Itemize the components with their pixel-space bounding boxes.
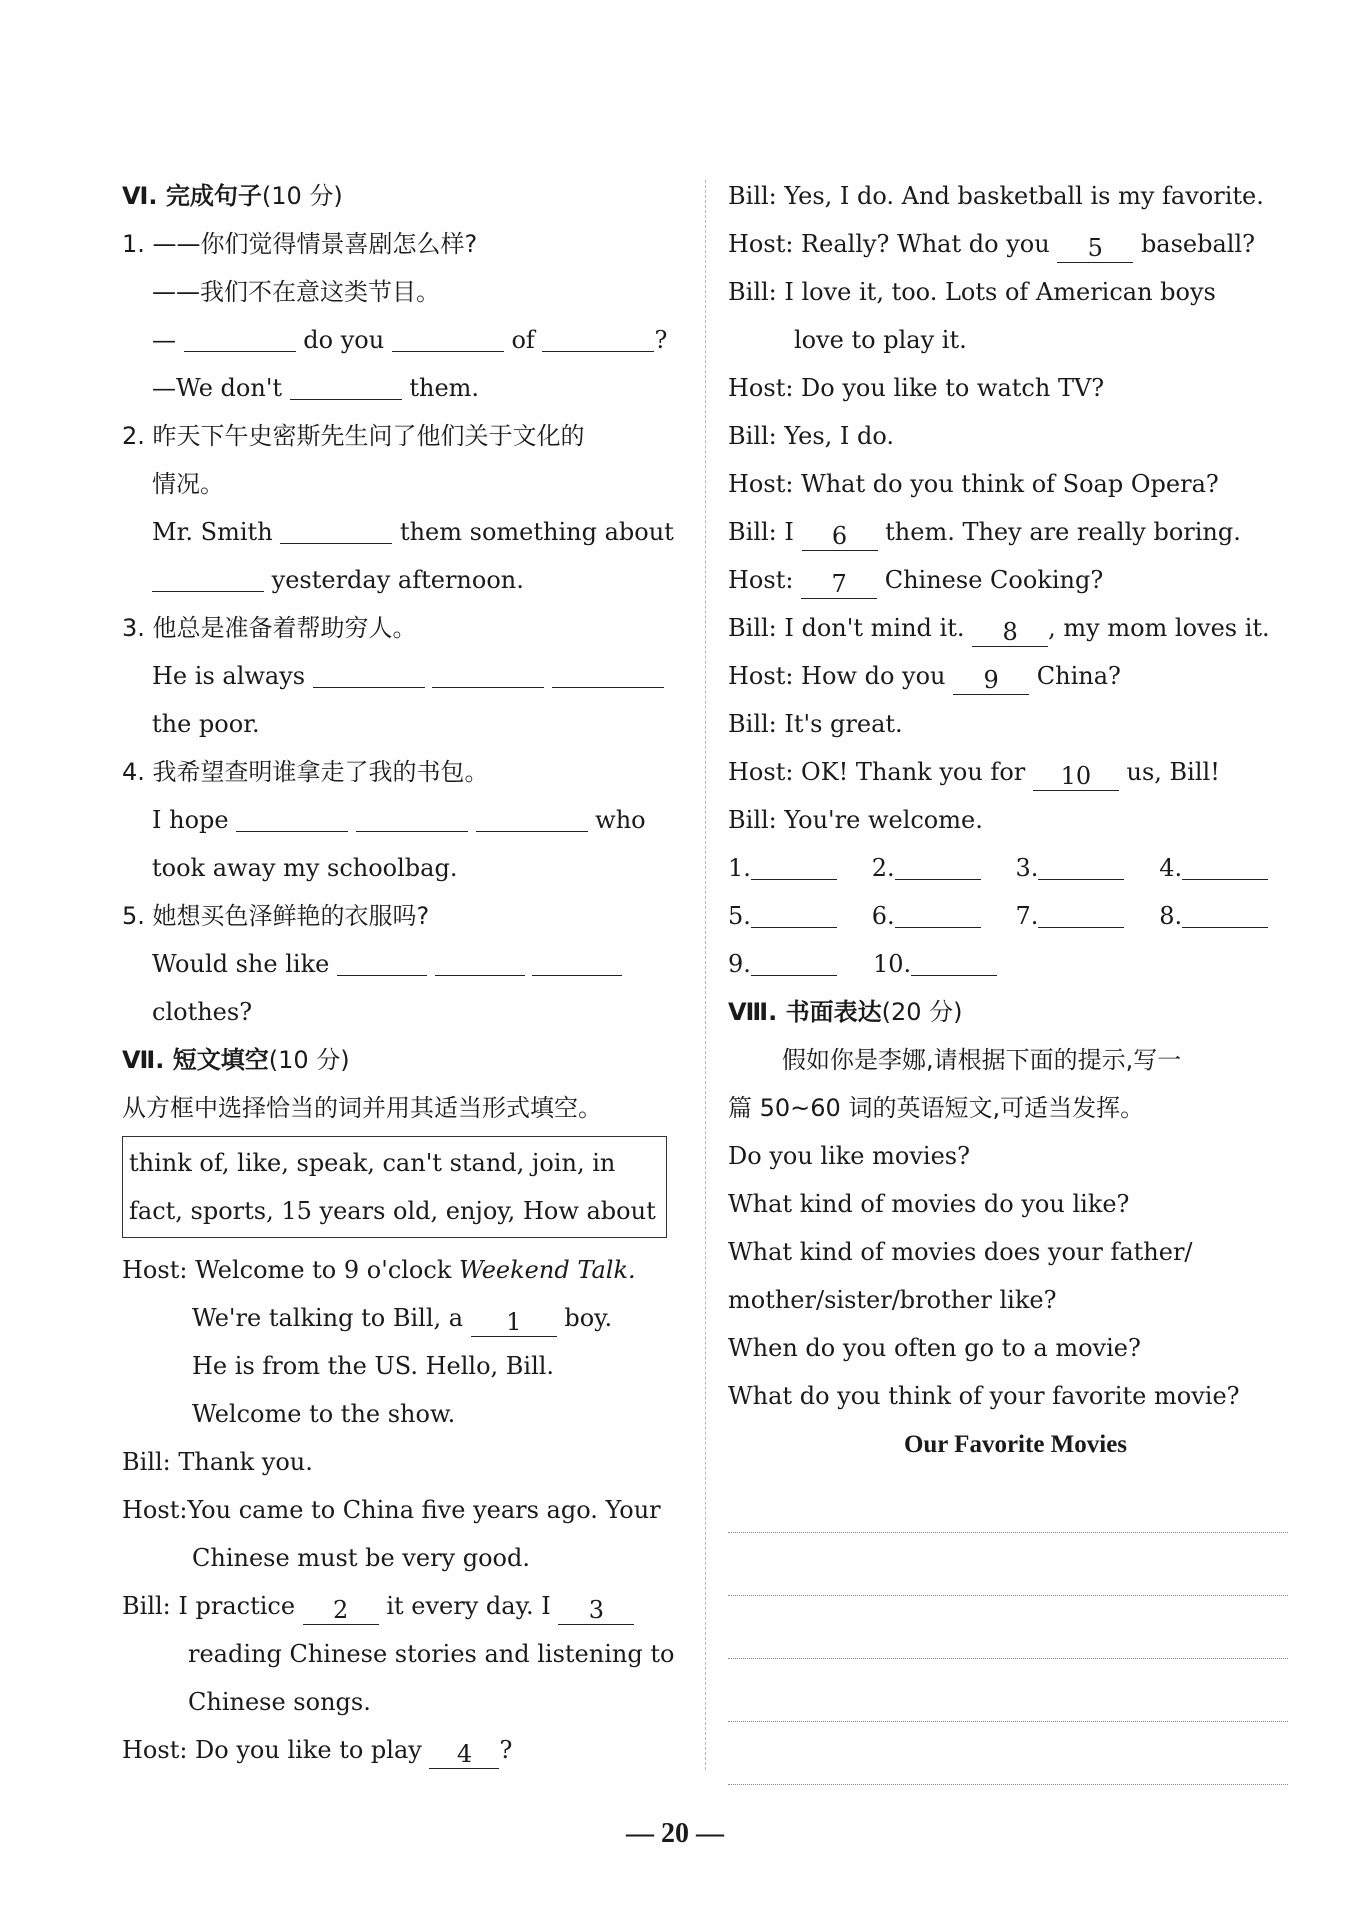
writing-line[interactable] [728,1722,1288,1785]
dialogue-line: Host: Do you like to play 4 ? [122,1736,513,1768]
answer-row: 5. 6. 7. 8. [728,892,1303,940]
writing-line[interactable] [728,1533,1288,1596]
q2-chinese-line2: 情况。 [152,470,224,498]
answer-blank[interactable] [1182,849,1268,880]
right-column [728,172,1303,1785]
dialogue-line: Bill: Yes, I do. [728,422,895,450]
dialogue-line: love to play it. [794,326,967,354]
blank-field[interactable] [356,801,468,832]
q2-english-line1: Mr. Smith them something about [122,508,682,556]
answer-blank[interactable] [1182,897,1268,928]
blank-2[interactable]: 2 [303,1594,379,1625]
q1-english-line1: — do you of ? [122,316,682,364]
q1-chinese-line2: ——我们不在意这类节目。 [152,278,440,306]
answer-blank[interactable] [1038,849,1124,880]
blank-3[interactable]: 3 [558,1594,634,1625]
blank-field[interactable] [290,369,402,400]
word-box-line2: fact, sports, 15 years old, enjoy, How about [129,1197,656,1225]
blank-9[interactable]: 9 [953,664,1029,695]
word-box-line1: think of, like, speak, can't stand, join, in [129,1149,616,1177]
dialogue-line: Host: Really? What do you 5 baseball? [728,230,1256,262]
essay-question: What kind of movies do you like? [728,1190,1130,1218]
essay-question: What kind of movies does your father/ [728,1238,1193,1266]
blank-field[interactable] [184,321,296,352]
answer-blank[interactable] [751,897,837,928]
essay-prompt-line2: 篇 50~60 词的英语短文,可适当发挥。 [728,1094,1145,1122]
blank-5[interactable]: 5 [1057,232,1133,263]
writing-line[interactable] [728,1470,1288,1533]
essay-prompt-line1: 假如你是李娜,请根据下面的提示,写一 [782,1046,1182,1074]
blank-field[interactable] [435,945,525,976]
dialogue-line: Bill: I 6 them. They are really boring. [728,518,1241,550]
dialogue-line: Bill: Yes, I do. And basketball is my favorite. [728,182,1264,210]
blank-field[interactable] [432,657,544,688]
dialogue-line: reading Chinese stories and listening to [188,1640,675,1668]
q2-chinese-line1: 2. 昨天下午史密斯先生问了他们关于文化的 [122,422,585,450]
page-number: — 20 — [626,1818,724,1849]
section-8-heading: Ⅷ. 书面表达(20 分) [728,998,963,1026]
blank-4[interactable]: 4 [429,1738,499,1769]
dialogue-line: Host: 7 Chinese Cooking? [728,566,1104,598]
dialogue-line: We're talking to Bill, a 1 boy. [192,1304,613,1336]
dialogue-line: Host: Welcome to 9 o'clock Weekend Talk. [122,1256,636,1284]
blank-1[interactable]: 1 [471,1306,557,1337]
q4-english-line1: I hope who [122,796,682,844]
blank-field[interactable] [542,321,654,352]
writing-line[interactable] [728,1596,1288,1659]
dialogue-line: Bill: I don't mind it. 8 , my mom loves it. [728,614,1270,646]
writing-line[interactable] [728,1659,1288,1722]
blank-field[interactable] [236,801,348,832]
q5-english-line1: Would she like [122,940,682,988]
section-7-heading: Ⅶ. 短文填空(10 分) [122,1046,350,1074]
dialogue-line: Bill: I practice 2 it every day. I 3 [122,1582,682,1630]
section-6-heading: Ⅵ. 完成句子(10 分) [122,182,343,210]
dialogue-line: Bill: You're welcome. [728,806,983,834]
blank-field[interactable] [313,657,425,688]
q5-english-line2: clothes? [152,998,253,1026]
answer-blank[interactable] [895,897,981,928]
dialogue-line: Bill: It's great. [728,710,903,738]
dialogue-line: Chinese songs. [188,1688,371,1716]
answer-blank[interactable] [1038,897,1124,928]
essay-title: Our Favorite Movies [903,1431,1128,1458]
dialogue-line: Chinese must be very good. [192,1544,530,1572]
dialogue-line: Bill: Thank you. [122,1448,313,1476]
q3-english-line2: the poor. [152,710,260,738]
dialogue-line: Host: OK! Thank you for 10 us, Bill! [728,758,1220,790]
answer-row: 1. 2. 3. 4. [728,844,1303,892]
blank-field[interactable] [552,657,664,688]
essay-question: mother/sister/brother like? [728,1286,1057,1314]
answer-row: 9. 10. [728,940,1303,988]
blank-field[interactable] [532,945,622,976]
blank-field[interactable] [152,561,264,592]
word-box [122,1136,667,1238]
essay-question: When do you often go to a movie? [728,1334,1141,1362]
section-7-instruction: 从方框中选择恰当的词并用其适当形式填空。 [122,1094,602,1122]
q4-chinese-line1: 4. 我希望查明谁拿走了我的书包。 [122,758,489,786]
dialogue-line: Host:You came to China five years ago. Your [122,1496,661,1524]
q1-english-line2: —We don't them. [122,364,682,412]
q3-english-line1: He is always [122,652,682,700]
q3-chinese-line1: 3. 他总是准备着帮助穷人。 [122,614,417,642]
left-column [122,172,682,1774]
dialogue-line: Welcome to the show. [192,1400,456,1428]
dialogue-line: Host: Do you like to watch TV? [728,374,1105,402]
essay-question: Do you like movies? [728,1142,970,1170]
answer-blank[interactable] [751,849,837,880]
q1-chinese-line1: 1. ——你们觉得情景喜剧怎么样? [122,230,478,258]
essay-question: What do you think of your favorite movie? [728,1382,1240,1410]
dialogue-line: He is from the US. Hello, Bill. [192,1352,555,1380]
q5-chinese-line1: 5. 她想买色泽鲜艳的衣服吗? [122,902,430,930]
column-divider [705,180,706,1770]
blank-7[interactable]: 7 [801,568,877,599]
blank-field[interactable] [280,513,392,544]
blank-field[interactable] [392,321,504,352]
blank-field[interactable] [476,801,588,832]
q2-english-line2: yesterday afternoon. [122,556,682,604]
answer-blank[interactable] [911,945,997,976]
answer-blank[interactable] [895,849,981,880]
dialogue-line: Host: What do you think of Soap Opera? [728,470,1219,498]
blank-6[interactable]: 6 [802,520,878,551]
dialogue-line: Host: How do you 9 China? [728,662,1121,694]
q4-english-line2: took away my schoolbag. [152,854,458,882]
blank-10[interactable]: 10 [1033,760,1119,791]
answer-blank[interactable] [751,945,837,976]
dialogue-line: Bill: I love it, too. Lots of American boys [728,278,1216,306]
blank-field[interactable] [337,945,427,976]
blank-8[interactable]: 8 [972,616,1048,647]
